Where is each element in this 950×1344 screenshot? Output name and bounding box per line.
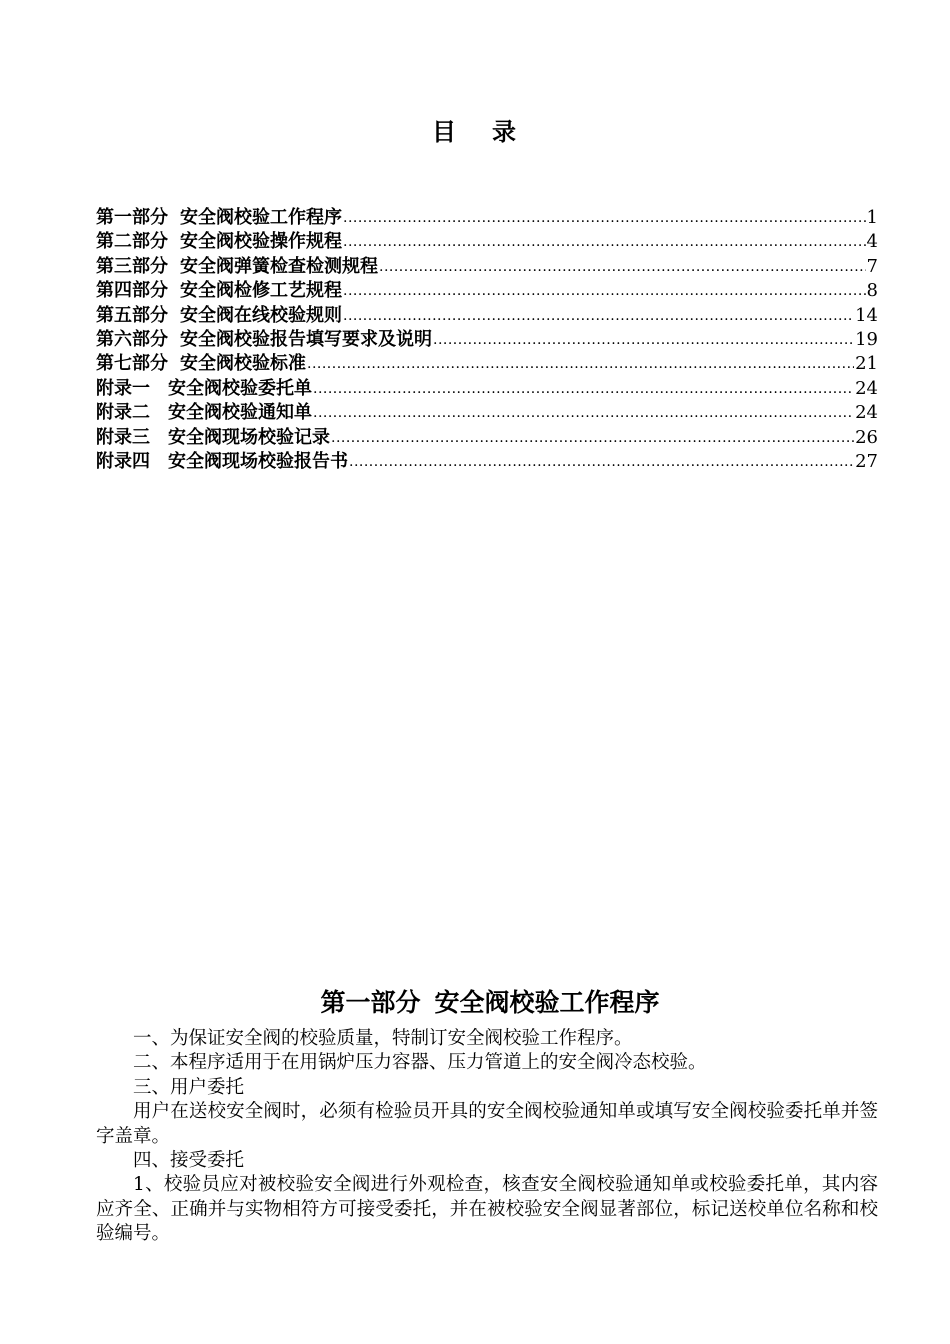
toc-entry[interactable] (96, 426, 878, 450)
toc-entry-page: 14 (855, 304, 878, 326)
toc-entry-page: 7 (866, 255, 878, 277)
paragraph: 四、接受委托 (133, 1150, 245, 1172)
toc-entry[interactable] (96, 230, 878, 254)
toc-entry-page: 24 (855, 377, 878, 399)
toc-entry[interactable] (96, 255, 878, 279)
toc-entry[interactable] (96, 206, 878, 230)
toc-leader-dots (343, 206, 866, 230)
toc-entry[interactable] (96, 352, 878, 376)
toc-entry-title: 安全阀校验工作程序 (180, 207, 342, 228)
toc-title (0, 112, 950, 147)
section-part: 第一部分 (320, 988, 421, 1017)
toc-leader-dots (313, 401, 854, 425)
toc-entry-page: 8 (866, 280, 878, 302)
toc-entry-title: 安全阀校验标准 (180, 353, 306, 375)
toc-entry-page: 21 (855, 353, 878, 375)
toc-leader-dots (343, 304, 854, 328)
toc-entry-part: 第四部分 (96, 280, 168, 302)
paragraph: 一、为保证安全阀的校验质量，特制订安全阀校验工作程序。 (133, 1028, 633, 1049)
toc-entry-part: 第五部分 (96, 304, 168, 326)
toc-entry-part: 附录四 (96, 450, 150, 472)
toc-entry-page: 26 (855, 426, 878, 448)
toc-leader-dots (331, 426, 854, 450)
toc-entry-page: 1 (866, 207, 878, 228)
toc-entry-part: 第七部分 (96, 353, 168, 375)
section-heading: 安全阀校验工作程序 (434, 988, 660, 1017)
paragraph: 二、本程序适用于在用锅炉压力容器、压力管道上的安全阀冷态校验。 (133, 1052, 707, 1074)
section-title (0, 983, 950, 1019)
table-of-contents (96, 206, 878, 474)
toc-leader-dots (349, 450, 854, 474)
toc-entry-part: 附录三 (96, 426, 150, 448)
toc-entry[interactable] (96, 377, 878, 401)
toc-entry-page: 24 (855, 402, 878, 424)
toc-title-left: 目 (432, 117, 458, 146)
toc-leader-dots (307, 352, 854, 376)
paragraph: 1、校验员应对被校验安全阀进行外观检查，核查安全阀校验通知单或校验委托单，其内容应齐全、正确并与实物相符方可接受委托，并在被校验安全阀显著部位，标记送校单位名称和校验编号。 (96, 1174, 878, 1245)
toc-leader-dots (313, 377, 854, 401)
toc-entry-title: 安全阀检修工艺规程 (180, 280, 342, 302)
toc-entry-part: 第一部分 (96, 207, 168, 228)
toc-leader-dots (379, 255, 866, 279)
toc-entry-part: 附录二 (96, 402, 150, 424)
toc-entry-part: 第二部分 (96, 231, 168, 253)
toc-entry-title: 安全阀在线校验规则 (180, 304, 342, 326)
toc-entry[interactable] (96, 304, 878, 328)
toc-entry-page: 4 (866, 231, 878, 253)
toc-entry[interactable] (96, 401, 878, 425)
toc-leader-dots (433, 328, 854, 352)
paragraph: 用户在送校安全阀时，必须有检验员开具的安全阀校验通知单或填写安全阀校验委托单并签字盖章。 (96, 1101, 878, 1147)
toc-title-right: 录 (492, 117, 518, 146)
paragraph: 三、用户委托 (133, 1076, 245, 1098)
toc-entry[interactable] (96, 450, 878, 474)
toc-entry-title: 安全阀校验报告填写要求及说明 (180, 328, 432, 350)
toc-entry-part: 第六部分 (96, 328, 168, 350)
toc-entry[interactable] (96, 328, 878, 352)
section-body (96, 1027, 878, 1247)
toc-entry-title: 安全阀现场校验记录 (168, 426, 330, 448)
toc-entry-title: 安全阀校验通知单 (168, 402, 312, 424)
toc-leader-dots (343, 230, 866, 254)
toc-entry-page: 19 (855, 328, 878, 350)
toc-entry[interactable] (96, 279, 878, 303)
toc-entry-page: 27 (855, 450, 878, 472)
toc-entry-title: 安全阀校验操作规程 (180, 231, 342, 253)
toc-entry-part: 第三部分 (96, 255, 168, 277)
toc-entry-title: 安全阀弹簧检查检测规程 (180, 255, 378, 277)
toc-leader-dots (343, 279, 866, 303)
toc-entry-title: 安全阀现场校验报告书 (168, 450, 348, 472)
toc-entry-title: 安全阀校验委托单 (168, 377, 312, 399)
toc-entry-part: 附录一 (96, 377, 150, 399)
